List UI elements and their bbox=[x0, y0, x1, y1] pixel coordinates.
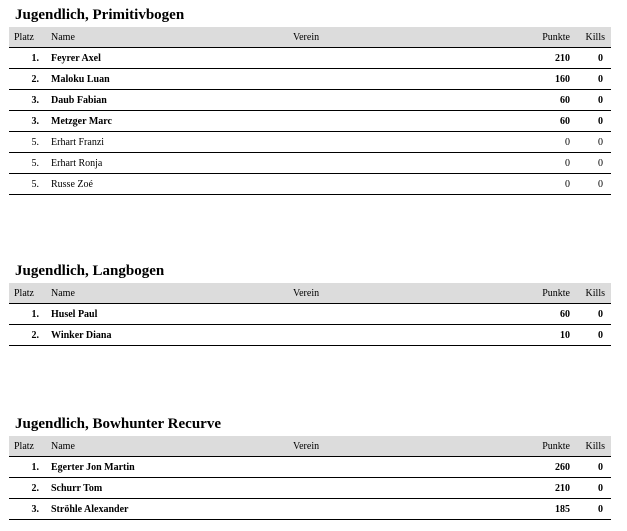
cell-punkte: 0 bbox=[513, 132, 570, 153]
table-row bbox=[9, 48, 611, 69]
cell-name: Metzger Marc bbox=[43, 111, 233, 132]
cell-name: Ströhle Alexander bbox=[43, 499, 233, 520]
column-header-verein: Verein bbox=[233, 436, 513, 457]
cell-verein bbox=[233, 457, 513, 478]
cell-platz: 1. bbox=[9, 304, 43, 325]
cell-punkte: 10 bbox=[513, 325, 570, 346]
table-row bbox=[9, 499, 611, 520]
cell-platz: 2. bbox=[9, 325, 43, 346]
cell-verein bbox=[233, 90, 513, 111]
column-header-verein: Verein bbox=[233, 27, 513, 48]
column-header-punkte: Punkte bbox=[513, 27, 570, 48]
cell-verein bbox=[233, 478, 513, 499]
table-row bbox=[9, 90, 611, 111]
table-row bbox=[9, 304, 611, 325]
cell-name: Schurr Tom bbox=[43, 478, 233, 499]
cell-kills: 0 bbox=[570, 499, 611, 520]
cell-platz: 5. bbox=[9, 174, 43, 195]
table-row bbox=[9, 69, 611, 90]
cell-verein bbox=[233, 174, 513, 195]
column-header-name: Name bbox=[43, 27, 233, 48]
column-header-kills: Kills bbox=[570, 283, 611, 304]
column-header-verein: Verein bbox=[233, 283, 513, 304]
cell-kills: 0 bbox=[570, 90, 611, 111]
cell-verein bbox=[233, 153, 513, 174]
cell-name: Russe Zoé bbox=[43, 174, 233, 195]
cell-platz: 5. bbox=[9, 153, 43, 174]
cell-platz: 3. bbox=[9, 499, 43, 520]
cell-kills: 0 bbox=[570, 48, 611, 69]
table-row bbox=[9, 132, 611, 153]
table-row bbox=[9, 111, 611, 132]
column-header-platz: Platz bbox=[9, 27, 43, 48]
section-title: Jugendlich, Langbogen bbox=[15, 263, 165, 279]
cell-platz: 2. bbox=[9, 69, 43, 90]
cell-kills: 0 bbox=[570, 325, 611, 346]
cell-punkte: 60 bbox=[513, 304, 570, 325]
cell-kills: 0 bbox=[570, 132, 611, 153]
cell-punkte: 160 bbox=[513, 69, 570, 90]
section-title: Jugendlich, Primitivbogen bbox=[15, 7, 185, 23]
table-header-row bbox=[9, 283, 611, 304]
table-header-row bbox=[9, 27, 611, 48]
column-header-kills: Kills bbox=[570, 27, 611, 48]
cell-kills: 0 bbox=[570, 457, 611, 478]
cell-punkte: 60 bbox=[513, 90, 570, 111]
table-row bbox=[9, 153, 611, 174]
cell-kills: 0 bbox=[570, 478, 611, 499]
table-row bbox=[9, 174, 611, 195]
cell-kills: 0 bbox=[570, 153, 611, 174]
column-header-punkte: Punkte bbox=[513, 283, 570, 304]
results-table bbox=[9, 283, 611, 346]
cell-verein bbox=[233, 69, 513, 90]
cell-verein bbox=[233, 304, 513, 325]
table-row bbox=[9, 478, 611, 499]
cell-verein bbox=[233, 499, 513, 520]
column-header-punkte: Punkte bbox=[513, 436, 570, 457]
cell-name: Winker Diana bbox=[43, 325, 233, 346]
cell-platz: 2. bbox=[9, 478, 43, 499]
table-row bbox=[9, 457, 611, 478]
cell-punkte: 0 bbox=[513, 153, 570, 174]
table-row bbox=[9, 325, 611, 346]
cell-verein bbox=[233, 48, 513, 69]
cell-kills: 0 bbox=[570, 304, 611, 325]
section-title: Jugendlich, Bowhunter Recurve bbox=[15, 416, 221, 432]
cell-verein bbox=[233, 132, 513, 153]
cell-name: Erhart Franzi bbox=[43, 132, 233, 153]
cell-punkte: 60 bbox=[513, 111, 570, 132]
table-header-row bbox=[9, 436, 611, 457]
cell-name: Erhart Ronja bbox=[43, 153, 233, 174]
cell-name: Feyrer Axel bbox=[43, 48, 233, 69]
cell-platz: 5. bbox=[9, 132, 43, 153]
results-table bbox=[9, 27, 611, 195]
cell-platz: 3. bbox=[9, 90, 43, 111]
cell-name: Husel Paul bbox=[43, 304, 233, 325]
cell-platz: 1. bbox=[9, 457, 43, 478]
cell-kills: 0 bbox=[570, 69, 611, 90]
cell-punkte: 0 bbox=[513, 174, 570, 195]
cell-punkte: 210 bbox=[513, 478, 570, 499]
cell-verein bbox=[233, 111, 513, 132]
cell-kills: 0 bbox=[570, 111, 611, 132]
column-header-platz: Platz bbox=[9, 283, 43, 304]
cell-punkte: 260 bbox=[513, 457, 570, 478]
cell-punkte: 210 bbox=[513, 48, 570, 69]
cell-name: Maloku Luan bbox=[43, 69, 233, 90]
cell-name: Egerter Jon Martin bbox=[43, 457, 233, 478]
column-header-platz: Platz bbox=[9, 436, 43, 457]
results-table bbox=[9, 436, 611, 520]
column-header-name: Name bbox=[43, 283, 233, 304]
cell-platz: 3. bbox=[9, 111, 43, 132]
cell-verein bbox=[233, 325, 513, 346]
column-header-name: Name bbox=[43, 436, 233, 457]
column-header-kills: Kills bbox=[570, 436, 611, 457]
cell-name: Daub Fabian bbox=[43, 90, 233, 111]
cell-kills: 0 bbox=[570, 174, 611, 195]
cell-platz: 1. bbox=[9, 48, 43, 69]
cell-punkte: 185 bbox=[513, 499, 570, 520]
